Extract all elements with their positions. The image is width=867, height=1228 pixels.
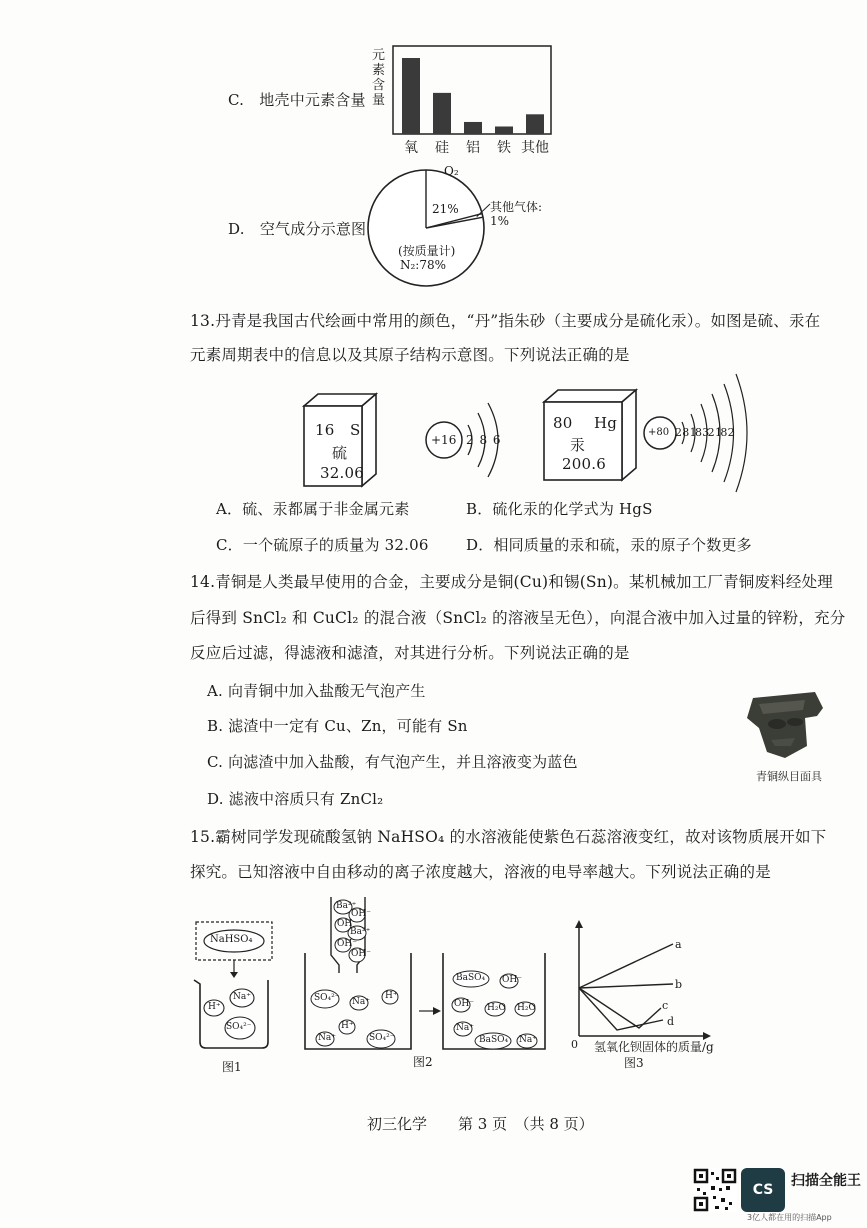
scanner-logo (741, 1168, 785, 1212)
sulfur-atomic-mass: 32.06 (320, 464, 364, 482)
fig3-line-c (579, 988, 661, 1028)
fig2-right-ion-6: Na⁺ (456, 1023, 474, 1033)
fig1-reagent-label: NaHSO₄ (210, 934, 253, 945)
qr-code-image (693, 1168, 737, 1212)
bar-4 (526, 114, 544, 134)
sulfur-name: 硫 (332, 444, 348, 462)
fig2-left-ion-5: Na⁺ (318, 1033, 336, 1043)
fig2-funnel-ion-3: OH⁻ (337, 919, 357, 929)
fig2-funnel-ion-6: OH⁻ (351, 949, 371, 959)
bar-0 (402, 58, 420, 134)
pie-o2-label: O₂ (444, 164, 459, 178)
fig1-ion-na: Na⁺ (233, 992, 251, 1002)
q13-option-c: C．一个硫原子的质量为 32.06 (216, 536, 429, 554)
bar-3 (495, 126, 513, 134)
bar-category-label-1: 硅 (435, 140, 449, 156)
q13-option-b: B．硫化汞的化学式为 HgS (466, 500, 653, 518)
sulfur-symbol: S (350, 421, 361, 439)
q14-option-c: C. 向滤渣中加入盐酸，有气泡产生，并且溶液变为蓝色 (207, 753, 578, 771)
q15-stem-line1: 15.霸树同学发现硫酸氢钠 NaHSO₄ 的水溶液能使紫色石蕊溶液变红，故对该物质展开如下 (190, 828, 827, 846)
fig2-right-ion-8: Na⁺ (519, 1035, 537, 1045)
q15-stem-line2: 探究。已知溶液中自由移动的离子浓度越大，溶液的电导率越大。下列说法正确的是 (190, 863, 771, 881)
mercury-symbol: Hg (594, 414, 618, 432)
mercury-electron-shells: 2 8 18 32 18 2 (675, 426, 734, 439)
bar-2 (464, 122, 482, 134)
q14-option-d: D. 滤液中溶质只有 ZnCl₂ (207, 790, 384, 808)
sulfur-nucleus-charge: +16 (431, 433, 457, 447)
mercury-nucleus-charge: +80 (648, 427, 670, 438)
pie-basis-label: (按质量计) (398, 244, 456, 258)
q13-stem-line1: 13.丹青是我国古代绘画中常用的颜色，“丹”指朱砂（主要成分是硫化汞）。如图是硫、汞在 (190, 312, 821, 330)
pie-other-label: 其他气体: (490, 200, 543, 214)
fig3-line-b (579, 984, 673, 988)
fig2-left-ion-4: H⁺ (341, 1021, 354, 1031)
mercury-name: 汞 (570, 436, 586, 454)
fig2-funnel-ion-2: OH⁻ (351, 909, 371, 919)
fig2-right-ion-2: OH⁻ (502, 975, 522, 985)
pie-n2-label: N₂:78% (400, 258, 447, 272)
fig3-caption: 图3 (624, 1056, 644, 1070)
bronze-mask-caption: 青铜纵目面具 (756, 770, 822, 783)
fig3-xlabel: 氢氧化钡固体的质量/g (594, 1040, 714, 1054)
q13-stem-line2: 元素周期表中的信息以及其原子结构示意图。下列说法正确的是 (190, 346, 630, 364)
pie-other-percent: 1% (490, 214, 510, 228)
fig2-left-ion-2: Na⁺ (352, 997, 370, 1007)
fig2-caption: 图2 (413, 1055, 433, 1069)
q13-option-a: A．硫、汞都属于非金属元素 (216, 500, 410, 518)
fig3-line-a (579, 944, 673, 988)
fig3-label-a: a (675, 938, 682, 951)
bar-category-label-0: 氧 (404, 140, 418, 156)
option-d-label: D. 空气成分示意图 (228, 220, 367, 238)
fig2-left-ion-3: H⁺ (385, 991, 398, 1001)
q13-option-d: D．相同质量的汞和硫，汞的原子个数更多 (466, 536, 752, 554)
fig3-label-d: d (667, 1015, 675, 1028)
fig2-right-ion-7: BaSO₄ (479, 1035, 509, 1045)
fig2-funnel-ion-5: OH⁻ (337, 939, 357, 949)
bronze-mask-image (745, 688, 825, 762)
bar-category-label-2: 铝 (466, 140, 480, 156)
fig2-right-ion-5: H₂O (517, 1003, 536, 1013)
bar-category-label-3: 铁 (497, 140, 511, 156)
bar-1 (433, 93, 451, 134)
fig3-label-b: b (675, 978, 683, 991)
fig1-caption: 图1 (222, 1060, 242, 1074)
mercury-atomic-number: 80 (553, 414, 573, 432)
fig3-origin: 0 (571, 1038, 578, 1051)
q14-stem-line3: 反应后过滤，得滤液和滤渣，对其进行分析。下列说法正确的是 (190, 644, 630, 662)
option-c-label: C. 地壳中元素含量 (228, 91, 366, 109)
fig2-funnel-ion-1: Ba²⁺ (336, 901, 357, 911)
scanner-logo-text: CS (752, 1182, 774, 1198)
scanner-brand: 扫描全能王 (791, 1173, 861, 1189)
fig2-funnel-ion-4: Ba²⁺ (350, 927, 371, 937)
q14-stem-line1: 14.青铜是人类最早使用的合金，主要成分是铜(Cu)和锡(Sn)。某机械加工厂青铜废料经处理 (190, 573, 833, 591)
crust-element-bar-chart (390, 44, 555, 159)
sulfur-atomic-number: 16 (315, 421, 335, 439)
q14-option-b: B. 滤渣中一定有 Cu、Zn，可能有 Sn (207, 717, 468, 735)
sulfur-electron-shells: 2 8 6 (466, 433, 502, 447)
pie-o2-percent: 21% (432, 202, 459, 216)
footer-page-number: 第 3 页 （共 8 页） (458, 1115, 594, 1133)
q14-stem-line2: 后得到 SnCl₂ 和 CuCl₂ 的混合液（SnCl₂ 的溶液呈无色），向混合液中加入过量的锌粉，充分 (190, 609, 846, 627)
footer-subject: 初三化学 (367, 1115, 428, 1133)
figure-3-graph (565, 918, 715, 1043)
bar-chart-ylabel: 元素含量 (372, 48, 386, 108)
bar-category-label-4: 其他 (521, 140, 549, 156)
fig2-right-ion-4: H₂O (487, 1003, 506, 1013)
fig2-left-ion-6: SO₄²⁻ (369, 1033, 395, 1043)
fig3-label-c: c (662, 999, 669, 1012)
fig2-left-ion-1: SO₄²⁻ (314, 993, 340, 1003)
air-composition-pie-chart (366, 158, 566, 293)
fig2-right-ion-3: OH⁻ (454, 999, 474, 1009)
fig2-right-ion-1: BaSO₄ (456, 973, 486, 983)
fig1-ion-so4: SO₄²⁻ (226, 1022, 252, 1032)
mercury-atomic-mass: 200.6 (562, 455, 606, 473)
fig1-ion-h: H⁺ (208, 1002, 221, 1012)
q14-option-a: A. 向青铜中加入盐酸无气泡产生 (207, 682, 426, 700)
fig3-line-d (579, 988, 663, 1030)
scanner-tagline: 3亿人都在用的扫描App (747, 1213, 832, 1222)
